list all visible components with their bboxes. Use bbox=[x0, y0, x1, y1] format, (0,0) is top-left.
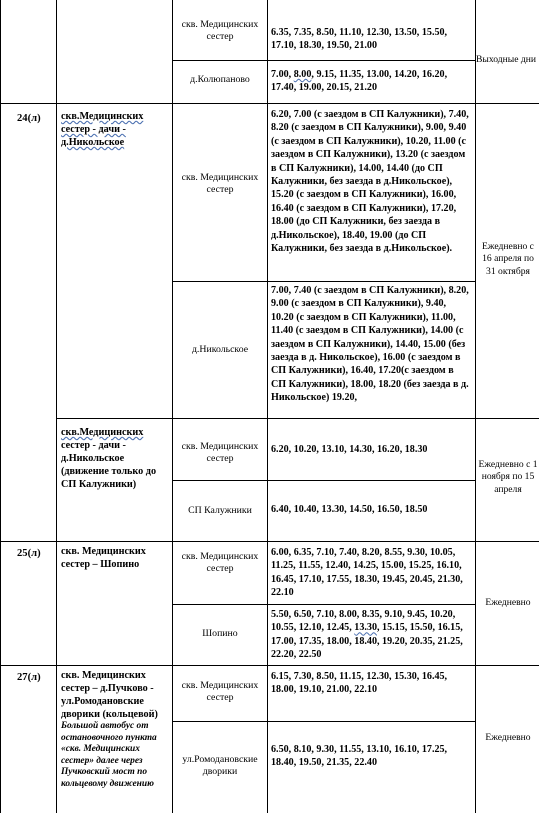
stop-name: скв. Медицинских сестер bbox=[181, 551, 259, 575]
route-name: скв. Медицинских сестер – д.Пучково - ул.Ромодановские дворики (кольцевой) Большой автобус от остановочного пункта «скв. Медицинских сестер» далее через Пучковский мост по кольцевому движению bbox=[61, 669, 171, 791]
row-divider bbox=[0, 103, 539, 104]
route-number: 25(л) bbox=[17, 548, 41, 559]
row-divider bbox=[172, 281, 475, 282]
row-divider bbox=[172, 60, 475, 61]
stop-name: скв. Медицинских сестер bbox=[181, 680, 259, 704]
schedule-period: Ежедневно с 1 ноября по 15 апреля bbox=[478, 459, 538, 495]
route-name: скв. Медицинских сестер – Шопино bbox=[61, 546, 146, 570]
route-name: скв.Медицинских сестер - дачи - д.Никольское (движение только до СП Калужники) bbox=[61, 427, 157, 490]
column-divider bbox=[172, 0, 173, 813]
stop-name: д.Колюпаново bbox=[190, 74, 250, 85]
column-divider bbox=[475, 0, 476, 813]
departure-times: 6.15, 7.30, 8.50, 11.15, 12.30, 15.30, 16.45, 18.00, 19.10, 21.00, 22.10 bbox=[271, 671, 448, 696]
departure-times: 7.00, 7.40 (с заездом в СП Калужники), 8.20, 9.00 (с заездом в СП Калужники), 9.40, 10.20 (с заездом в СП Калужники), 11.00, 11.40 (с заездом в СП Калужники), 14.00 (с заездом в СП Калужники), 14.40, 15.00 (без заезда в д. Никольское), 16.00 (с заездом в СП Калужники), 16.40, 17.20(с заездом в СП Калужники), 18.00, 18.20 (без заезда в д. Никольское) 19.20, bbox=[271, 285, 469, 404]
route-number: 24(л) bbox=[17, 113, 41, 124]
route-note: Большой автобус от остановочного пункта «скв. Медицинских сестер» далее через Пучковский мост по кольцевому движению bbox=[61, 721, 157, 789]
route-name: скв.Медицинских сестер - дачи - д.Никольское bbox=[61, 111, 144, 148]
row-divider bbox=[0, 541, 539, 542]
departure-times: 6.20, 7.00 (с заездом в СП Калужники), 7.40, 8.20 (с заездом в СП Калужники), 9.00, 9.40 (с заездом в СП Калужники), 10.20, 11.00 (с заездом в СП Калужники), 13.20 (с заездом в СП Калужники), 14.00, 14.40 (до СП Калужники, без заезда в д.Никольское), 15.20 (с заездом в СП Калужники), 16.00, 16.40 (с заездом в СП Калужники), 17.20, 18.00 (до СП Калужники, без заезда в д.Никольское), 18.40, 19.00 (до СП Калужники, без заезда в д.Никольское). bbox=[271, 109, 469, 255]
stop-name: Шопино bbox=[202, 628, 238, 639]
row-divider bbox=[56, 418, 539, 419]
route-number: 27(л) bbox=[17, 672, 41, 683]
column-divider bbox=[267, 0, 268, 813]
stop-name: скв. Медицинских сестер bbox=[181, 441, 259, 465]
departure-times: 6.40, 10.40, 13.30, 14.50, 16.50, 18.50 bbox=[271, 504, 428, 515]
column-divider bbox=[56, 0, 57, 813]
row-divider bbox=[172, 721, 475, 722]
stop-name: скв. Медицинских сестер bbox=[181, 19, 259, 43]
row-divider bbox=[0, 665, 539, 666]
stop-name: д.Никольское bbox=[191, 344, 249, 355]
departure-times: 7.00, 8.00, 9.15, 11.35, 13.00, 14.20, 16.20, 17.40, 19.00, 20.15, 21.20 bbox=[271, 69, 448, 94]
departure-times: 6.50, 8.10, 9.30, 11.55, 13.10, 16.10, 17.25, 18.40, 19.50, 21.35, 22.40 bbox=[271, 744, 448, 769]
schedule-period: Ежедневно с 16 апреля по 31 октября bbox=[482, 241, 534, 277]
departure-times: 6.20, 10.20, 13.10, 14.30, 16.20, 18.30 bbox=[271, 444, 428, 455]
schedule-period: Ежедневно bbox=[485, 732, 531, 743]
departure-times: 5.50, 6.50, 7.10, 8.00, 8.35, 9.10, 9.45, 10.20, 10.55, 12.10, 12.45, 13.30, 15.15, 15.50, 16.15, 17.00, 17.35, 18.00, 18.40, 19.20, 20.35, 21.25, 22.20, 22.50 bbox=[271, 609, 463, 661]
table-border-left bbox=[0, 0, 1, 813]
stop-name: СП Калужники bbox=[188, 505, 252, 516]
row-divider bbox=[172, 604, 475, 605]
schedule-period: Ежедневно bbox=[485, 597, 531, 608]
stop-name: скв. Медицинских сестер bbox=[181, 172, 259, 196]
row-divider bbox=[172, 480, 475, 481]
stop-name: ул.Ромодановские дворики bbox=[182, 754, 258, 778]
departure-times: 6.35, 7.35, 8.50, 11.10, 12.30, 13.50, 15.50, 17.10, 18.30, 19.50, 21.00 bbox=[271, 27, 448, 52]
schedule-period: Выходные дни bbox=[476, 54, 537, 65]
departure-times: 6.00, 6.35, 7.10, 7.40, 8.20, 8.55, 9.30, 10.05, 11.25, 11.55, 12.40, 14.25, 15.00, 15.25, 16.10, 16.45, 17.10, 17.55, 18.30, 19.45, 20.45, 21.30, 22.10 bbox=[271, 547, 463, 599]
